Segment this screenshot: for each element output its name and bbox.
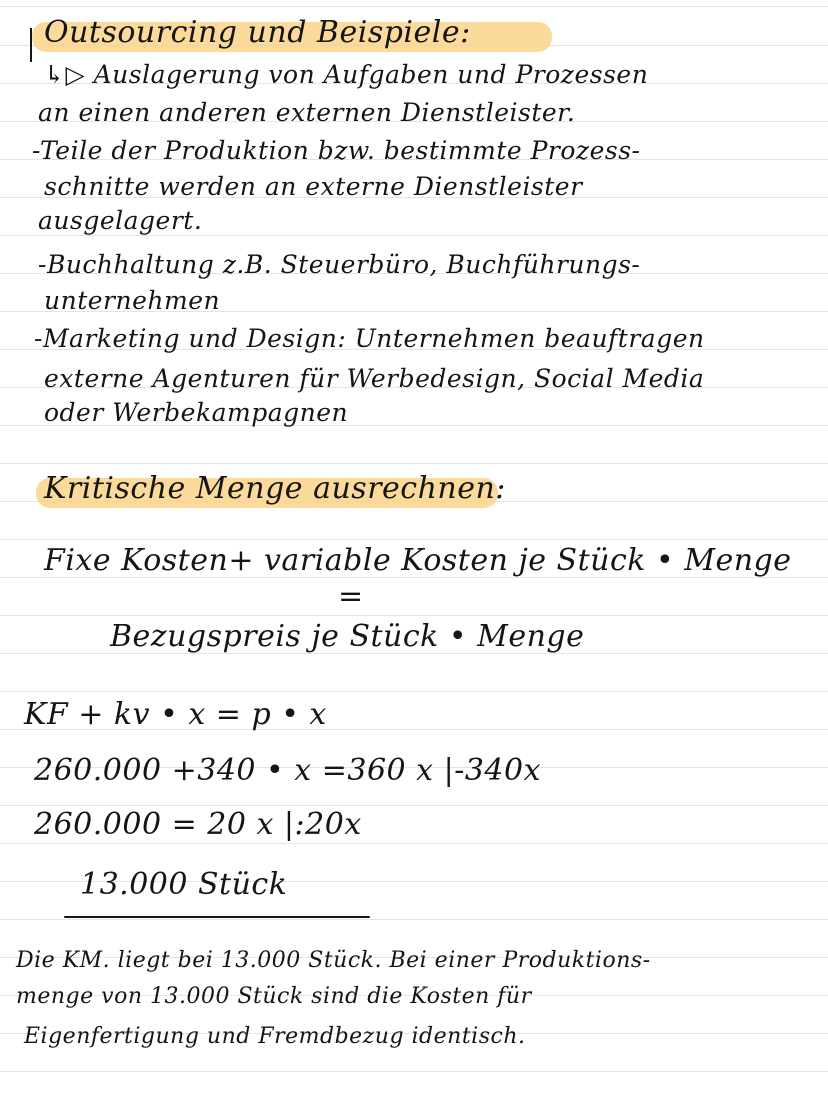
- note-line: schnitte werden an externe Dienstleister: [44, 172, 583, 201]
- calc-line: KF + kv • x = p • x: [24, 697, 327, 732]
- calc-result: 13.000 Stück: [80, 867, 288, 902]
- conclusion-line: Die KM. liegt bei 13.000 Stück. Bei einer Produktions-: [16, 948, 651, 973]
- section-heading-kritische-menge: Kritische Menge ausrechnen:: [44, 471, 506, 506]
- formula-equals: =: [338, 579, 364, 614]
- note-line: -Buchhaltung z.B. Steuerbüro, Buchführungs-: [38, 250, 641, 279]
- conclusion-line: Eigenfertigung und Fremdbezug identisch.: [24, 1024, 526, 1049]
- formula-price-side: Bezugspreis je Stück • Menge: [110, 619, 585, 654]
- conclusion-line: menge von 13.000 Stück sind die Kosten für: [16, 984, 532, 1009]
- note-line: ↳▷ Auslagerung von Aufgaben und Prozessen: [44, 60, 649, 89]
- section-heading-outsourcing: Outsourcing und Beispiele:: [44, 15, 471, 50]
- note-line: an einen anderen externen Dienstleister.: [38, 98, 576, 127]
- result-underline: [64, 916, 370, 918]
- note-line: -Marketing und Design: Unternehmen beauftragen: [34, 324, 705, 353]
- note-line: unternehmen: [44, 286, 221, 315]
- calc-line: 260.000 = 20 x |:20x: [34, 807, 362, 842]
- formula-cost-side: Fixe Kosten+ variable Kosten je Stück • Menge: [44, 543, 792, 578]
- note-line: oder Werbekampagnen: [44, 398, 349, 427]
- note-line: externe Agenturen für Werbedesign, Social Media: [44, 364, 705, 393]
- note-line: -Teile der Produktion bzw. bestimmte Prozess-: [32, 136, 641, 165]
- note-line: ausgelagert.: [38, 206, 203, 235]
- calc-line: 260.000 +340 • x =360 x |-340x: [34, 753, 542, 788]
